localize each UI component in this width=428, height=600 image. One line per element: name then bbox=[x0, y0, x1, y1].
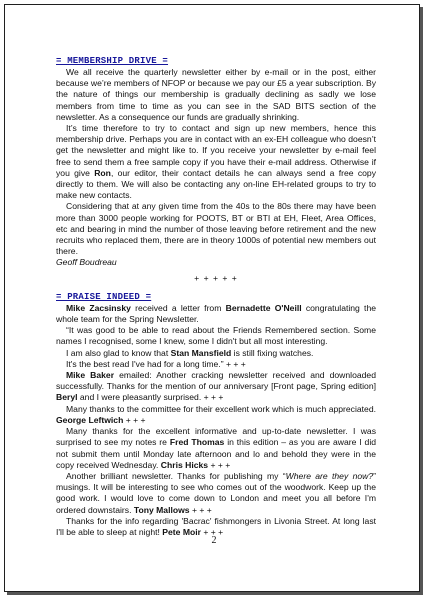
membership-paragraph-3: Considering that at any given time from the 40s to the 80s there may have been more than 3000 people working for POOTS, BT or BTI at EH, Fleet, Area Offices, etc and bearing in mind the number of those leaving before retirement and the new recruits who replaced them, there are in theory 1000s of potential new members out there. bbox=[56, 201, 376, 257]
praise-message-4 bbox=[56, 471, 376, 516]
praise-quote-2 bbox=[56, 348, 376, 359]
text: is still fixing watches. bbox=[231, 347, 314, 358]
text: congratulating the whole team for the Spring Newsletter. bbox=[56, 302, 376, 325]
text: It’s time therefore to try to contact and sign up new members, hence this membership drive. Perhaps you are in contact with an ex-EH colleague who doesn’t get the newsletter and might like to. If you receive your newsletter by e-mail feel free to send them a free sample copy if you have their e-mail address. Otherwise if you give bbox=[56, 123, 376, 178]
text: in this edition – as you are aware I did not submit them until Monday late afternoon and lo and behold they were in the copy received Wednesday. bbox=[56, 437, 377, 470]
person-name: Chris Hicks bbox=[160, 459, 209, 470]
person-name: Mike Zacsinsky bbox=[66, 302, 131, 313]
quoted-title: Where are they now? bbox=[285, 470, 374, 481]
person-name: Fred Thomas bbox=[169, 437, 225, 448]
person-name: Tony Mallows bbox=[133, 504, 190, 515]
praise-message-2 bbox=[56, 404, 376, 426]
praise-heading: = PRAISE INDEED = bbox=[56, 291, 152, 302]
page-content bbox=[56, 56, 376, 538]
text: + + + bbox=[189, 504, 212, 515]
page-number: 2 bbox=[211, 535, 217, 546]
editor-name: Ron bbox=[94, 167, 111, 178]
text: , our editor, their contact details he can always send a free copy directly to them. We will also be contacting any on-line EH-related groups to try to make new contacts. bbox=[56, 167, 376, 201]
text: Many thanks to the committee for their excellent work which is much appreciated. bbox=[66, 403, 376, 414]
membership-paragraph-2 bbox=[56, 123, 376, 201]
membership-paragraph-1: We all receive the quarterly newsletter either by e-mail or in the post, either because we’re members of NFOP or because we pay our £5 a year subscription. By the nature of things our membership is gradually declining as sadly we lose members from time to time as you can see in the SAD BITS section of the newsletter. As a consequence our funds are gradually shrinking. bbox=[56, 67, 376, 122]
text: Many thanks for the excellent informative and up-to-date newsletter. I was surprised to see my notes re bbox=[56, 426, 376, 448]
text: received a letter from bbox=[130, 302, 226, 313]
person-name: Stan Mansfield bbox=[170, 347, 232, 358]
praise-quote-3: It's the best read I've had for a long time.” + + + bbox=[66, 358, 246, 369]
text: I am also glad to know that bbox=[66, 347, 171, 358]
membership-signature: Geoff Boudreau bbox=[56, 257, 117, 268]
text: emailed: Another cracking newsletter received and downloaded successfully. Thanks for the mention of our anniversary [Front page, Spring edition] bbox=[56, 370, 376, 392]
praise-message-1 bbox=[56, 370, 376, 404]
text: ” musings. It will be interesting to see who comes out of the woodwork. Keep up the good work. I would love to come down to London and meet you all before I'm ordered downstairs. bbox=[56, 470, 376, 515]
text: + + + bbox=[208, 459, 231, 470]
text: + + + bbox=[200, 526, 224, 537]
text: + + + bbox=[123, 414, 146, 425]
text: and I were pleasantly surprised. + + + bbox=[77, 392, 224, 403]
membership-heading: = MEMBERSHIP DRIVE = bbox=[56, 56, 169, 66]
person-name: Pete Moir bbox=[162, 526, 201, 537]
person-name: Beryl bbox=[56, 392, 78, 403]
text: Another brilliant newsletter. Thanks for publishing my “ bbox=[66, 470, 286, 481]
praise-intro bbox=[56, 303, 376, 325]
praise-quote-1: “It was good to be able to read about the Friends Remembered section. Some names I recognised, some I knew, some I didn't but all most interesting. bbox=[56, 325, 376, 347]
praise-message-3 bbox=[56, 426, 376, 471]
person-name: Mike Baker bbox=[66, 370, 115, 381]
section-separator: + + + + + bbox=[194, 272, 238, 283]
person-name: George Leftwich bbox=[56, 414, 124, 425]
text: Thanks for the info regarding 'Bacrac' fishmongers in Livonia Street. At long last I'll be able to sleep at night! bbox=[56, 515, 376, 537]
person-name: Bernadette O'Neill bbox=[225, 302, 302, 313]
